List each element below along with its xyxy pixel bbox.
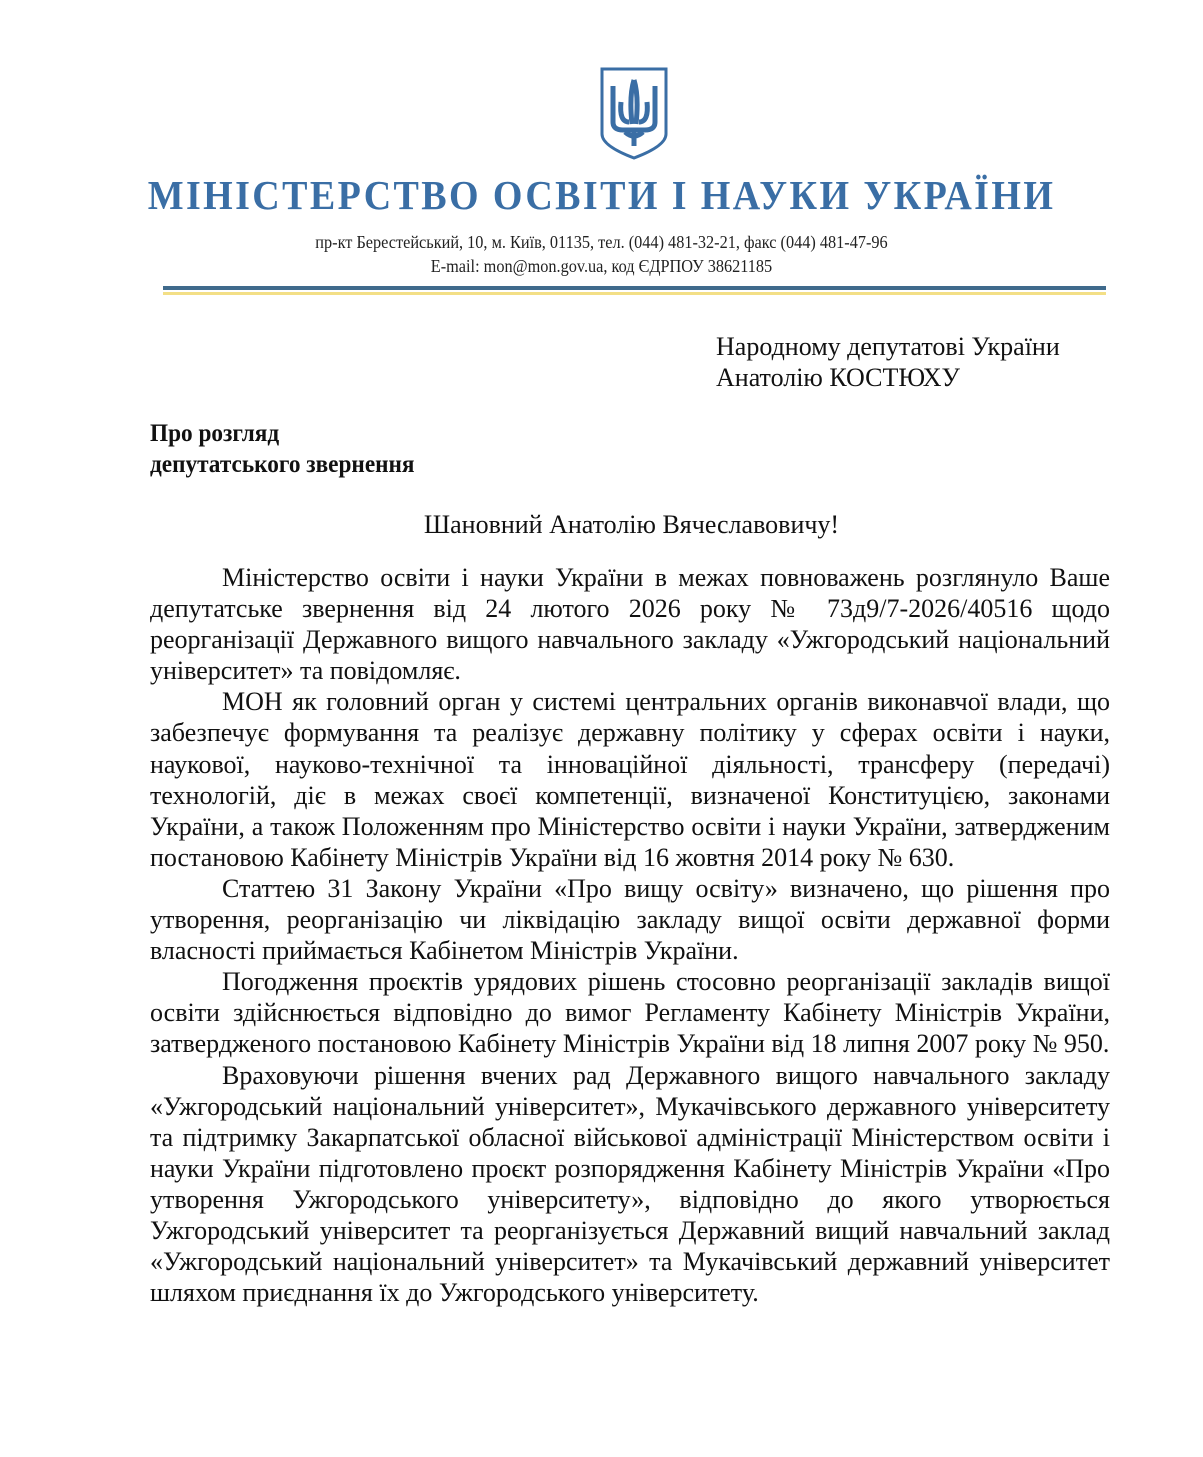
paragraph: Міністерство освіти і науки України в межах повноважень розглянуло Ваше депутатське звернення від 24 лютого 2026 року № 73д9/7-2026/40516 щодо реорганізації Державного вищого навчального закладу «Ужгородський національний університет» та повідомляє.: [150, 563, 1110, 686]
paragraph: Погодження проєктів урядових рішень стосовно реорганізації закладів вищої освіти здійснюється відповідно до вимог Регламенту Кабінету Міністрів України, затвердженого постановою Кабінету Міністрів України від 18 липня 2007 року № 950.: [150, 967, 1110, 1059]
recipient-block: [716, 331, 1060, 393]
letter-body: [150, 562, 1110, 1308]
subject-block: [150, 418, 415, 480]
recipient-title: Народному депутатові України: [716, 332, 1060, 361]
ministry-contact: E-mail: mon@mon.gov.ua, код ЄДРПОУ 38621185: [430, 256, 773, 276]
recipient-name: Анатолію КОСТЮХУ: [716, 363, 960, 392]
letterhead-rule-blue: [163, 286, 1106, 290]
paragraph: МОН як головний орган у системі центральних органів виконавчої влади, що забезпечує формування та реалізує державну політику у сферах освіти і науки, наукової, науково-технічної та інноваційної діяльності, трансферу (передачі) технологій, діє в межах своєї компетенції, визначеної Конституцією, законами України, а також Положенням про Міністерство освіти і науки України, затвердженим постановою Кабінету Міністрів України від 16 жовтня 2014 року № 630.: [150, 687, 1110, 872]
ministry-name: МІНІСТЕРСТВО ОСВІТИ І НАУКИ УКРАЇНИ: [147, 173, 1056, 219]
letterhead-rule-yellow: [163, 292, 1106, 295]
subject-line-2: депутатського звернення: [150, 451, 415, 478]
paragraph: Враховуючи рішення вчених рад Державного вищого навчального закладу «Ужгородський національний університет», Мукачівського державного університету та підтримку Закарпатської обласної військової адміністрації Міністерством освіти і науки України підготовлено проєкт розпорядження Кабінету Міністрів України «Про утворення Ужгородського університету», відповідно до якого утворюється Ужгородський університет та реорганізується Державний вищий навчальний заклад «Ужгородський національний університет» та Мукачівський державний університет шляхом приєднання їх до Ужгородського університету.: [150, 1060, 1110, 1308]
ukraine-trident-coat-of-arms-icon: [599, 66, 669, 161]
paragraph: Статтею 31 Закону України «Про вищу освіту» визначено, що рішення про утворення, реорганізацію чи ліквідацію закладу вищої освіти державної форми власності приймається Кабінетом Міністрів України.: [150, 873, 1110, 966]
subject-line-1: Про розгляд: [150, 420, 280, 447]
ministry-address: пр-кт Берестейський, 10, м. Київ, 01135, тел. (044) 481-32-21, факс (044) 481-47-96: [315, 232, 888, 252]
salutation: Шановний Анатолію Вячеславовичу!: [423, 510, 840, 539]
